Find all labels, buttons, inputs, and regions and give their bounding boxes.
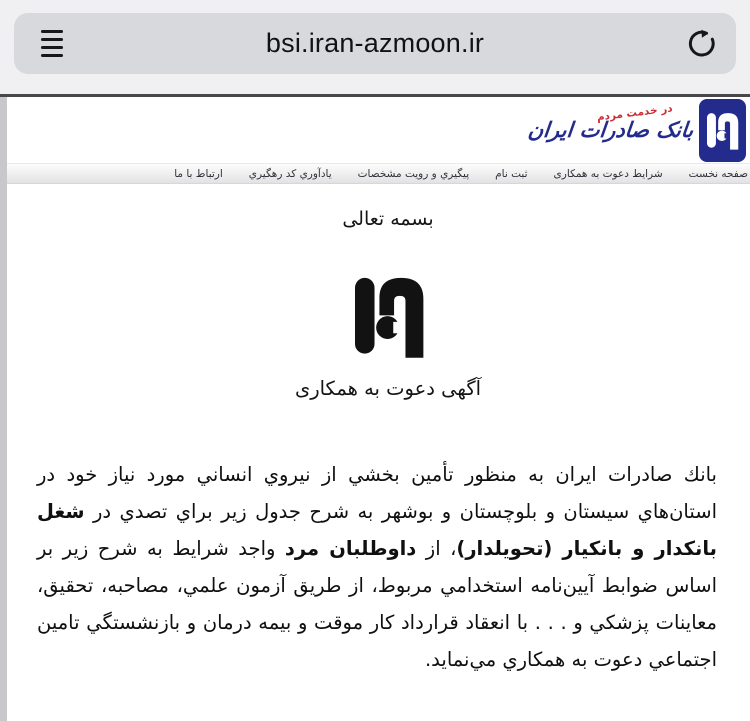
bank-saderat-symbol-icon xyxy=(355,276,425,358)
bismillah-text: بسمه تعالی xyxy=(342,208,434,230)
page-left-gutter xyxy=(0,97,7,721)
brand-wordmark xyxy=(526,102,695,142)
reader-menu-icon[interactable] xyxy=(41,30,63,57)
paragraph-bold-male-applicants: داوطلبان مرد xyxy=(284,537,417,560)
paragraph-part-1: بانك صادرات ايران به منظور تأمين بخشي از نيروي انساني مورد نياز خود در استان‌هاي سيستان و بلوچستان و بوشهر به شرح جدول زير براي تصدي در xyxy=(37,463,717,523)
brand-tagline: در خدمت مردم xyxy=(595,102,673,124)
nav-item-tracking-code-reminder[interactable]: یادآوري کد رهگیري xyxy=(248,167,332,180)
paragraph-part-3: واجد شرايط به شرح زير بر اساس ضوابط آيين‌نامه استخدامي مربوط، از طريق آزمون علمي، مصاحبه، تحقيق، معاينات پزشكي و . . . با انعقاد قرارداد كار موقت و بيمه درمان و بازنشستگي تامين اجتماعي دعوت به همكاري مي‌نمايد. xyxy=(37,537,717,671)
refresh-icon[interactable] xyxy=(685,27,719,61)
paragraph-part-2: ، از xyxy=(416,537,457,560)
nav-item-track-details[interactable]: پیگیري و رویت مشخصات xyxy=(357,167,470,180)
bank-saderat-logo-icon[interactable] xyxy=(699,99,746,162)
brand-name: بانک صادرات ایران xyxy=(526,118,695,142)
announcement-title: آگهی دعوت به همکاری xyxy=(294,377,482,400)
nav-item-contact-us[interactable]: ارتباط با ما xyxy=(174,167,223,180)
browser-chrome xyxy=(0,0,750,94)
nav-item-terms[interactable]: شرایط دعوت به همکاری xyxy=(553,167,663,180)
announcement-paragraph xyxy=(37,456,717,678)
nav-item-home[interactable]: صفحه نخست xyxy=(688,167,748,180)
webpage xyxy=(0,97,750,721)
nav-item-register[interactable]: ثبت نام xyxy=(495,167,528,180)
paragraph-bold-job-title: شغل بانكدار و بانكيار (تحويلدار) xyxy=(37,500,717,560)
url-text: bsi.iran-azmoon.ir xyxy=(265,28,485,58)
address-bar[interactable] xyxy=(14,13,736,74)
main-nav xyxy=(7,163,750,184)
